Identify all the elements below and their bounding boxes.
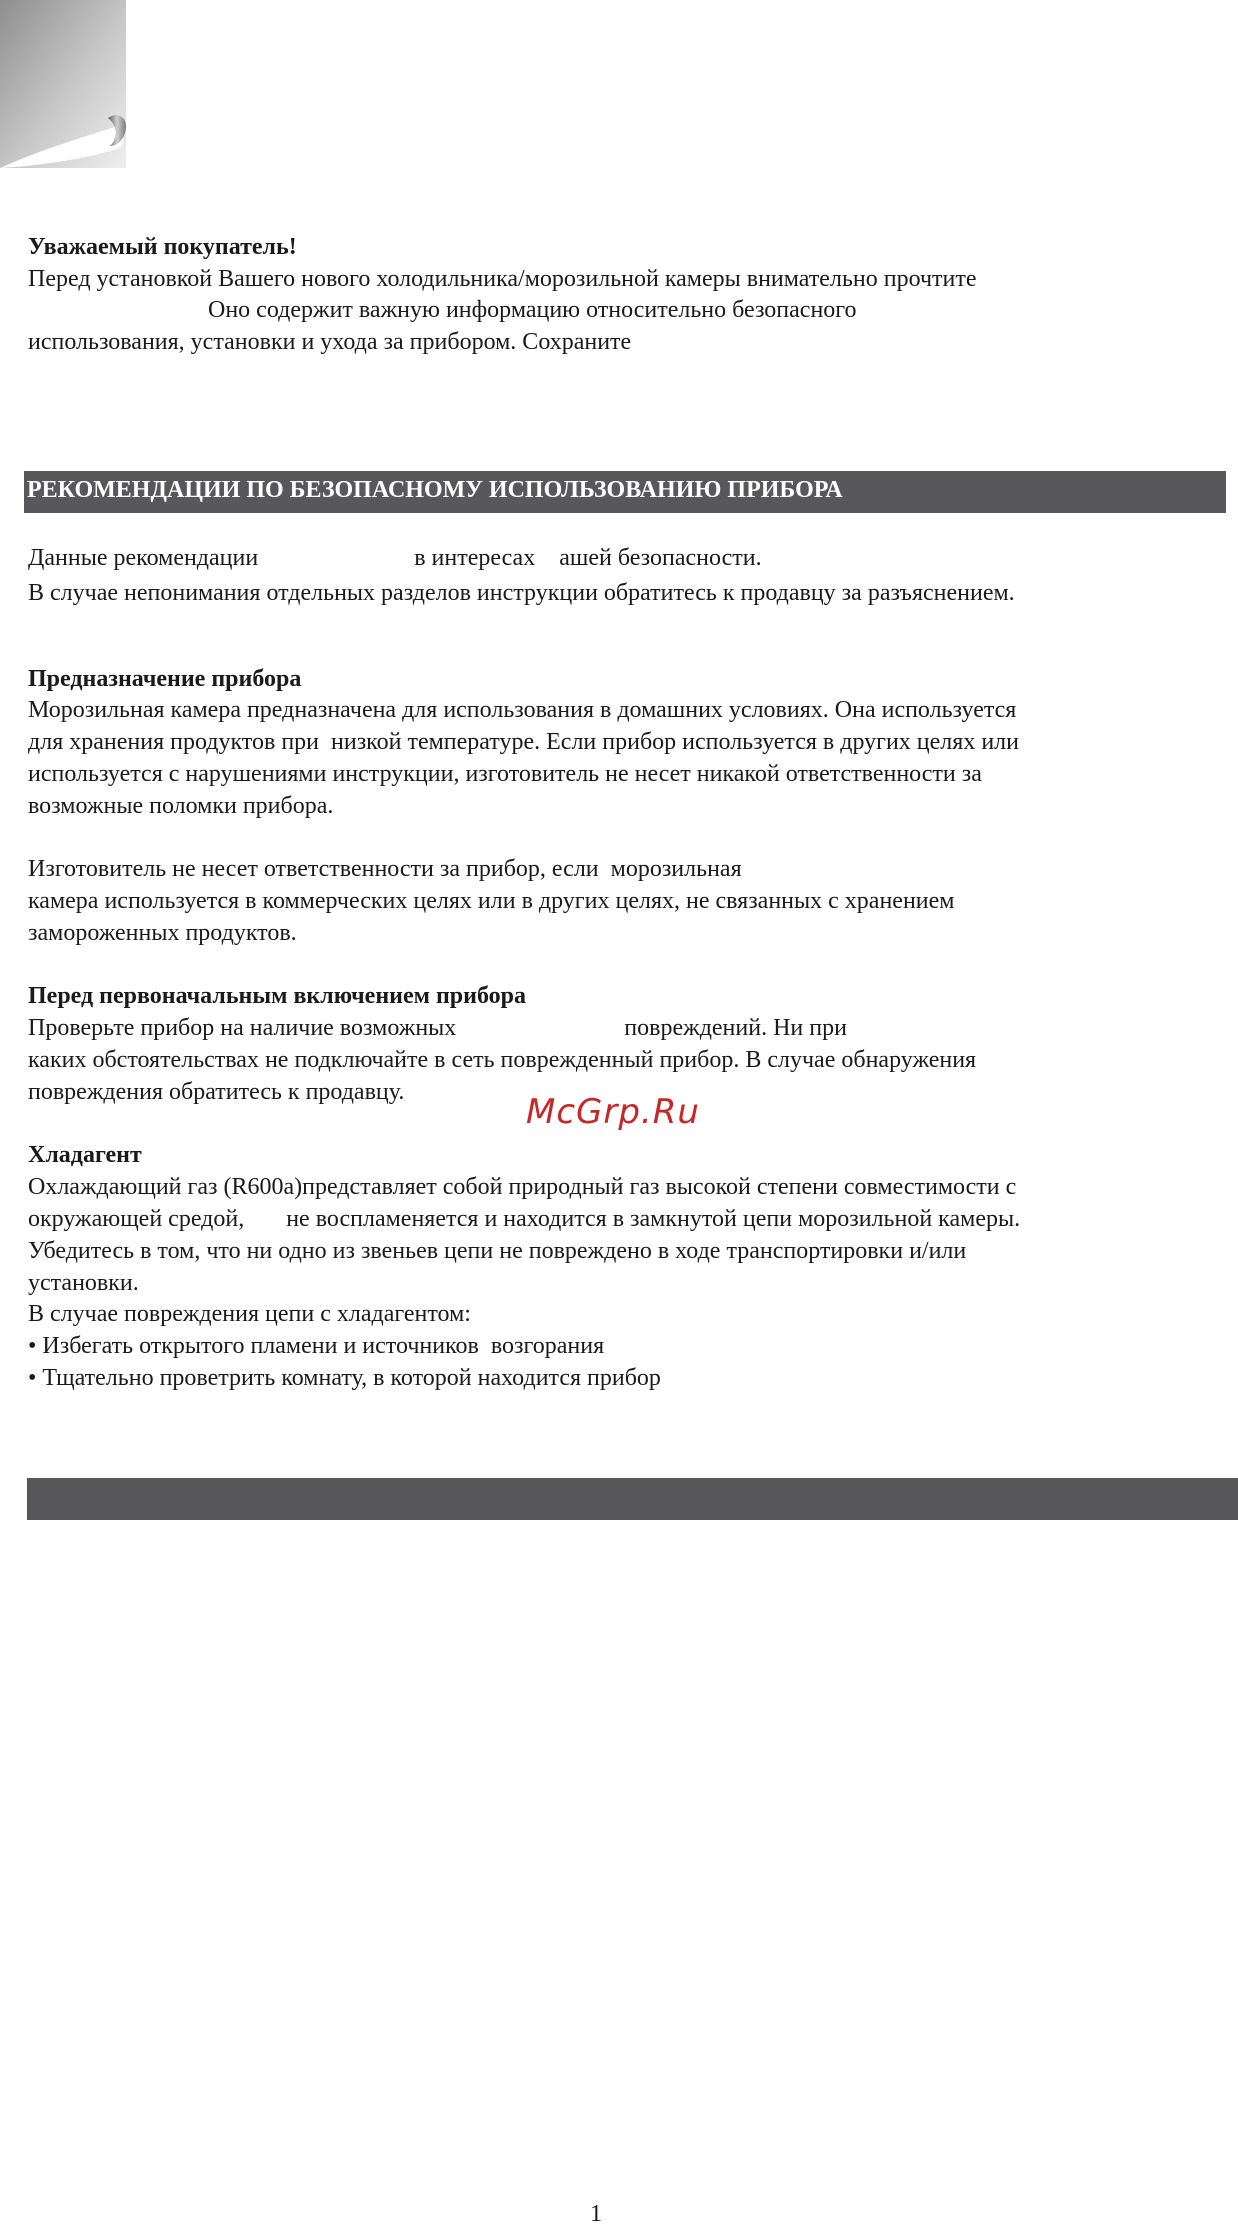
liability-line: Изготовитель не несет ответственности за прибор, если морозильная — [28, 856, 742, 882]
next-section-header-bar — [27, 1478, 1238, 1520]
before-first-use-line: каких обстоятельствах не подключайте в сеть поврежденный прибор. В случае обнаружения — [28, 1047, 977, 1073]
intro-line: Перед установкой Вашего нового холодильника/морозильной камеры внимательно прочтите — [28, 266, 977, 292]
safety-section-title: РЕКОМЕНДАЦИИ ПО БЕЗОПАСНОМУ ИСПОЛЬЗОВАНИЮ ПРИБОРА — [27, 477, 843, 503]
before-first-use-line: повреждения обратитесь к продавцу. — [28, 1079, 405, 1105]
liability-line: камера используется в коммерческих целях или в других целях, не связанных с хранением — [28, 888, 955, 914]
before-first-use-heading: Перед первоначальным включением прибора — [28, 983, 527, 1009]
purpose-line: используется с нарушениями инструкции, изготовитель не несет никакой ответственности за — [28, 761, 982, 787]
refrigerant-line: установки. — [28, 1270, 139, 1296]
greeting-heading: Уважаемый покупатель! — [28, 234, 297, 260]
refrigerant-heading: Хладагент — [28, 1142, 142, 1168]
refrigerant-bullet: • Избегать открытого пламени и источников возгорания — [28, 1333, 605, 1359]
intro-line: использования, установки и ухода за прибором. Сохраните — [28, 329, 632, 355]
purpose-heading: Предназначение прибора — [28, 666, 302, 692]
before-first-use-line: Проверьте прибор на наличие возможных повреждений. Ни при — [28, 1015, 847, 1041]
purpose-line: возможные поломки прибора. — [28, 793, 334, 819]
page-curl-corner-graphic — [0, 0, 126, 168]
safety-intro-line: В случае непонимания отдельных разделов инструкции обратитесь к продавцу за разъяснением. — [28, 580, 1015, 606]
purpose-line: Морозильная камера предназначена для использования в домашних условиях. Она используется — [28, 697, 1017, 723]
safety-intro-line: Данные рекомендации в интересах ашей безопасности. — [28, 545, 762, 571]
liability-line: замороженных продуктов. — [28, 920, 297, 946]
refrigerant-line: окружающей средой, не воспламеняется и находится в замкнутой цепи морозильной камеры. — [28, 1206, 1021, 1232]
page-number: 1 — [590, 2201, 602, 2227]
refrigerant-line: Охлаждающий газ (R600a)представляет собой природный газ высокой степени совместимости с — [28, 1174, 1017, 1200]
refrigerant-line: В случае повреждения цепи с хладагентом: — [28, 1301, 471, 1327]
watermark-text: McGrp.Ru — [526, 1092, 700, 1132]
refrigerant-bullet: • Тщательно проветрить комнату, в которой находится прибор — [28, 1365, 661, 1391]
safety-section-header — [24, 471, 1226, 513]
intro-line: Оно содержит важную информацию относительно безопасного — [28, 297, 857, 323]
purpose-line: для хранения продуктов при низкой температуре. Если прибор используется в других целях или — [28, 729, 1019, 755]
refrigerant-line: Убедитесь в том, что ни одно из звеньев цепи не повреждено в ходе транспортировки и/или — [28, 1238, 967, 1264]
